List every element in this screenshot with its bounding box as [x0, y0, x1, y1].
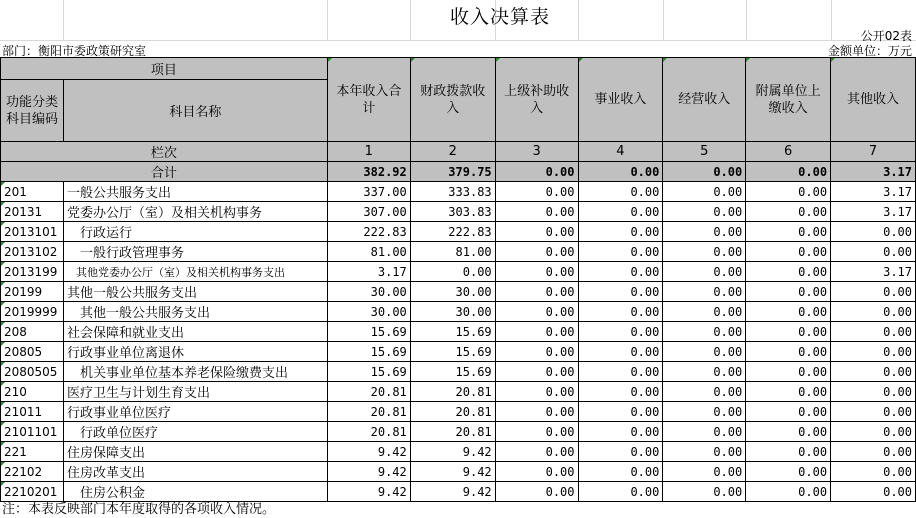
- row-value: 9.42: [410, 462, 495, 482]
- row-value: 307.00: [327, 202, 410, 222]
- row-value: 333.83: [410, 182, 495, 202]
- row-value: 81.00: [327, 242, 410, 262]
- form-number: 公开02表: [860, 29, 912, 43]
- col-header: 财政拨款收入: [410, 58, 495, 142]
- row-value: 20.81: [410, 382, 495, 402]
- total-cell: 3.17: [831, 162, 916, 182]
- gridline: [327, 0, 328, 40]
- row-name: 其他一般公共服务支出: [63, 302, 327, 322]
- row-value: 0.00: [578, 342, 663, 362]
- row-name: 医疗卫生与计划生育支出: [63, 382, 327, 402]
- row-value: 0.00: [746, 342, 831, 362]
- row-value: 0.00: [663, 262, 746, 282]
- row-value: 0.00: [663, 222, 746, 242]
- table-row: [1, 382, 916, 402]
- row-value: 9.42: [410, 442, 495, 462]
- row-value: 0.00: [746, 402, 831, 422]
- row-name: 住房改革支出: [63, 462, 327, 482]
- row-value: 0.00: [663, 302, 746, 322]
- row-value: 0.00: [746, 442, 831, 462]
- row-name: 住房保障支出: [63, 442, 327, 462]
- row-value: 0.00: [578, 322, 663, 342]
- row-value: 0.00: [831, 362, 916, 382]
- row-name: 行政事业单位离退休: [63, 342, 327, 362]
- table-row: [1, 322, 916, 342]
- row-name: 行政单位医疗: [63, 422, 327, 442]
- row-code: 2013101: [1, 222, 64, 242]
- row-value: 337.00: [327, 182, 410, 202]
- row-value: 0.00: [495, 422, 578, 442]
- row-value: 9.42: [327, 482, 410, 502]
- row-value: 0.00: [746, 182, 831, 202]
- row-value: 0.00: [831, 382, 916, 402]
- row-value: 303.83: [410, 202, 495, 222]
- table-note: 注：本表反映部门本年度取得的各项收入情况。: [2, 502, 276, 517]
- row-value: 0.00: [663, 442, 746, 462]
- col-header: 事业收入: [578, 58, 663, 142]
- row-value: 15.69: [327, 342, 410, 362]
- row-value: 0.00: [578, 382, 663, 402]
- row-value: 0.00: [746, 302, 831, 322]
- col-header: 附属单位上缴收入: [746, 58, 831, 142]
- table-row: [1, 242, 916, 262]
- row-value: 0.00: [663, 282, 746, 302]
- row-value: 222.83: [410, 222, 495, 242]
- row-code: 20131: [1, 202, 64, 222]
- row-value: 15.69: [327, 362, 410, 382]
- row-value: 0.00: [578, 222, 663, 242]
- row-value: 0.00: [663, 182, 746, 202]
- row-name: 行政事业单位医疗: [63, 402, 327, 422]
- row-value: 0.00: [746, 462, 831, 482]
- row-value: 0.00: [495, 482, 578, 502]
- row-value: 0.00: [746, 422, 831, 442]
- gridline: [746, 0, 747, 40]
- row-code: 2080505: [1, 362, 64, 382]
- row-code: 2210201: [1, 482, 64, 502]
- row-value: 0.00: [663, 382, 746, 402]
- col-number: 7: [831, 142, 916, 162]
- report-title: 收入决算表: [449, 6, 550, 28]
- row-value: 0.00: [578, 422, 663, 442]
- row-value: 0.00: [495, 202, 578, 222]
- code-header: 功能分类科目编码: [1, 80, 64, 142]
- row-value: 0.00: [831, 242, 916, 262]
- row-value: 81.00: [410, 242, 495, 262]
- unit-label: 金额单位：万元: [827, 44, 912, 58]
- col-number: 3: [495, 142, 578, 162]
- row-value: 0.00: [746, 262, 831, 282]
- row-code: 2013102: [1, 242, 64, 262]
- row-name: 行政运行: [63, 222, 327, 242]
- row-value: 20.81: [327, 422, 410, 442]
- row-value: 0.00: [663, 342, 746, 362]
- item-header: 项目: [1, 58, 328, 80]
- row-code: 201: [1, 182, 64, 202]
- row-value: 20.81: [410, 422, 495, 442]
- row-value: 0.00: [578, 182, 663, 202]
- gridline: [63, 0, 64, 40]
- row-value: 0.00: [578, 402, 663, 422]
- row-value: 0.00: [831, 322, 916, 342]
- row-value: 30.00: [327, 282, 410, 302]
- row-value: 0.00: [831, 282, 916, 302]
- col-header: 经营收入: [663, 58, 746, 142]
- row-name: 党委办公厅（室）及相关机构事务: [63, 202, 327, 222]
- row-code: 21011: [1, 402, 64, 422]
- row-value: 0.00: [495, 302, 578, 322]
- row-value: 0.00: [578, 462, 663, 482]
- total-cell: 382.92: [327, 162, 410, 182]
- row-value: 0.00: [495, 402, 578, 422]
- row-value: 0.00: [663, 402, 746, 422]
- row-code: 22102: [1, 462, 64, 482]
- row-value: 0.00: [746, 282, 831, 302]
- row-value: 0.00: [746, 482, 831, 502]
- row-value: 0.00: [495, 362, 578, 382]
- row-value: 0.00: [663, 482, 746, 502]
- row-value: 30.00: [410, 282, 495, 302]
- row-code: 20805: [1, 342, 64, 362]
- row-value: 9.42: [327, 442, 410, 462]
- row-value: 0.00: [410, 262, 495, 282]
- row-value: 0.00: [831, 302, 916, 322]
- table-row: [1, 342, 916, 362]
- row-name: 机关事业单位基本养老保险缴费支出: [63, 362, 327, 382]
- name-header: 科目名称: [63, 80, 327, 142]
- row-value: 3.17: [831, 182, 916, 202]
- row-value: 0.00: [578, 442, 663, 462]
- row-value: 0.00: [746, 202, 831, 222]
- row-code: 2013199: [1, 262, 64, 282]
- row-value: 9.42: [410, 482, 495, 502]
- row-value: 0.00: [495, 282, 578, 302]
- row-value: 0.00: [578, 482, 663, 502]
- total-cell: 0.00: [663, 162, 746, 182]
- row-value: 0.00: [495, 462, 578, 482]
- row-value: 0.00: [831, 422, 916, 442]
- row-value: 3.17: [831, 262, 916, 282]
- row-value: 0.00: [578, 242, 663, 262]
- row-code: 2101101: [1, 422, 64, 442]
- row-name: 住房公积金: [63, 482, 327, 502]
- row-value: 0.00: [746, 382, 831, 402]
- total-cell: 0.00: [495, 162, 578, 182]
- row-code: 20199: [1, 282, 64, 302]
- table-row: [1, 442, 916, 462]
- total-cell: 0.00: [746, 162, 831, 182]
- row-value: 0.00: [663, 202, 746, 222]
- row-name: 其他一般公共服务支出: [63, 282, 327, 302]
- row-label-header: 栏次: [1, 142, 328, 162]
- department-label: 部门：衡阳市委政策研究室: [2, 44, 147, 58]
- row-value: 0.00: [578, 262, 663, 282]
- row-value: 0.00: [831, 402, 916, 422]
- row-value: 0.00: [495, 182, 578, 202]
- row-name: 社会保障和就业支出: [63, 322, 327, 342]
- col-number: 4: [578, 142, 663, 162]
- row-value: 3.17: [327, 262, 410, 282]
- table-row: [1, 402, 916, 422]
- row-value: 15.69: [410, 322, 495, 342]
- row-value: 0.00: [663, 242, 746, 262]
- row-value: 15.69: [327, 322, 410, 342]
- row-value: 0.00: [495, 222, 578, 242]
- row-value: 0.00: [746, 222, 831, 242]
- row-value: 3.17: [831, 202, 916, 222]
- row-name: 一般公共服务支出: [63, 182, 327, 202]
- col-number: 6: [746, 142, 831, 162]
- row-value: 0.00: [495, 262, 578, 282]
- row-value: 0.00: [495, 442, 578, 462]
- col-number: 5: [663, 142, 746, 162]
- col-number: 2: [410, 142, 495, 162]
- row-value: 0.00: [663, 422, 746, 442]
- row-value: 0.00: [663, 362, 746, 382]
- row-value: 20.81: [410, 402, 495, 422]
- row-code: 2019999: [1, 302, 64, 322]
- table-row: [1, 282, 916, 302]
- row-name: 一般行政管理事务: [63, 242, 327, 262]
- row-value: 0.00: [578, 282, 663, 302]
- row-value: 30.00: [410, 302, 495, 322]
- row-value: 0.00: [831, 442, 916, 462]
- total-cell: 379.75: [410, 162, 495, 182]
- row-value: 15.69: [410, 362, 495, 382]
- row-value: 0.00: [746, 242, 831, 262]
- row-code: 221: [1, 442, 64, 462]
- row-value: 20.81: [327, 402, 410, 422]
- row-value: 0.00: [663, 462, 746, 482]
- table-row: [1, 422, 916, 442]
- row-name: 其他党委办公厅（室）及相关机构事务支出: [63, 262, 327, 282]
- row-value: 0.00: [578, 202, 663, 222]
- total-cell: 0.00: [578, 162, 663, 182]
- table-row: [1, 462, 916, 482]
- col-header: 上级补助收入: [495, 58, 578, 142]
- table-row: [1, 302, 916, 322]
- income-table: [0, 57, 916, 502]
- row-value: 0.00: [495, 382, 578, 402]
- gridline: [831, 0, 832, 40]
- row-value: 30.00: [327, 302, 410, 322]
- col-number: 1: [327, 142, 410, 162]
- table-row: [1, 222, 916, 242]
- table-row: [1, 182, 916, 202]
- table-row: [1, 362, 916, 382]
- row-value: 0.00: [831, 482, 916, 502]
- table-row: [1, 202, 916, 222]
- row-value: 0.00: [495, 322, 578, 342]
- col-header: 其他收入: [831, 58, 916, 142]
- row-value: 0.00: [831, 222, 916, 242]
- row-code: 208: [1, 322, 64, 342]
- row-code: 210: [1, 382, 64, 402]
- row-value: 0.00: [746, 362, 831, 382]
- row-value: 20.81: [327, 382, 410, 402]
- row-value: 0.00: [746, 322, 831, 342]
- row-value: 222.83: [327, 222, 410, 242]
- row-value: 0.00: [578, 362, 663, 382]
- row-value: 0.00: [495, 342, 578, 362]
- row-value: 0.00: [495, 242, 578, 262]
- row-value: 0.00: [831, 462, 916, 482]
- row-value: 0.00: [578, 302, 663, 322]
- row-value: 15.69: [410, 342, 495, 362]
- gridline: [663, 0, 664, 40]
- row-value: 0.00: [831, 342, 916, 362]
- total-label: 合计: [1, 162, 328, 182]
- row-value: 9.42: [327, 462, 410, 482]
- table-row: [1, 262, 916, 282]
- col-header: 本年收入合计: [327, 58, 410, 142]
- row-value: 0.00: [663, 322, 746, 342]
